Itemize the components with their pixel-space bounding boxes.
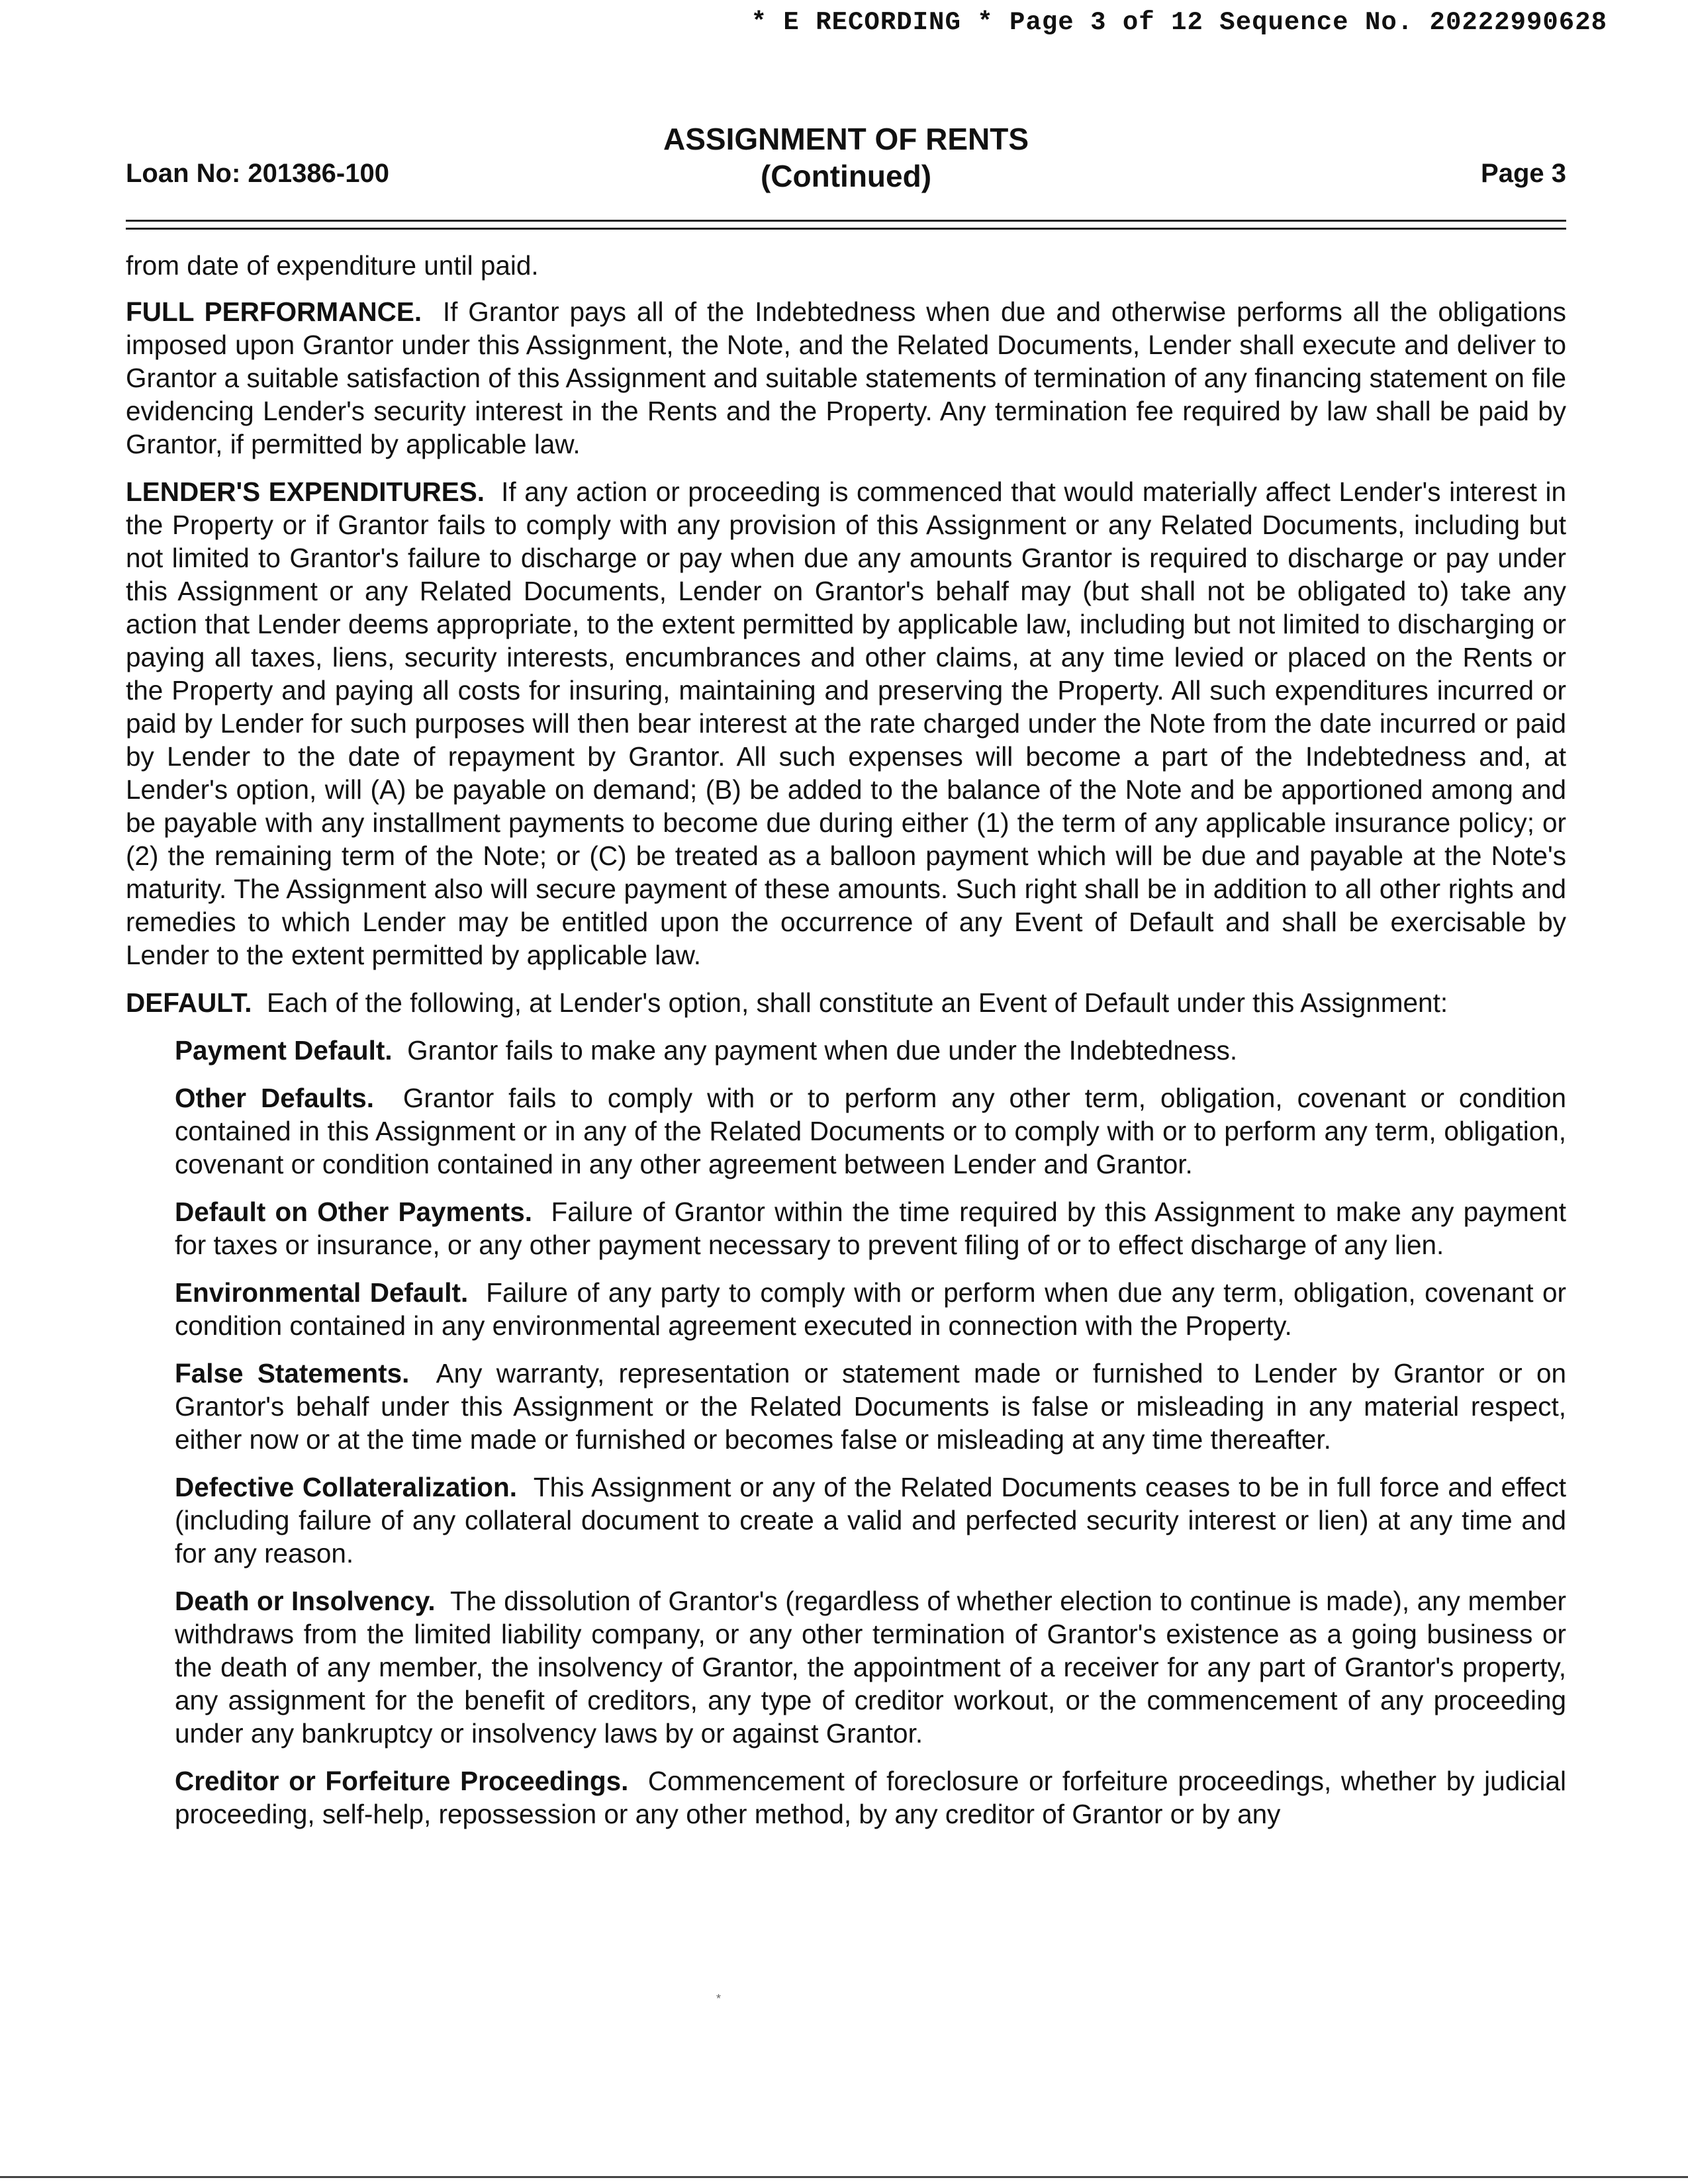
other-defaults-clause [175, 1081, 1566, 1181]
page-header [126, 118, 1566, 197]
bottom-rule [0, 2176, 1688, 2178]
section-text: Each of the following, at Lender's option, shall constitute an Event of Default under this Assignment: [267, 987, 1448, 1018]
section-heading: DEFAULT. [126, 987, 252, 1018]
environmental-default-clause [175, 1276, 1566, 1342]
section-text: If any action or proceeding is commenced that would materially affect Lender's interest in the Property or if Grantor fails to comply with any provision of this Assignment or any Related Documents, including but not limited to Grantor's failure to discharge or pay when due any amounts Grantor is required to discharge or pay under this Assignment or any Related Documents, Lender on Grantor's behalf may (but shall not be obligated to) take any action that Lender deems appropriate, to the extent permitted by applicable law, including but not limited to discharging or paying all taxes, liens, security interests, encumbrances and other claims, at any time levied or placed on the Rents or the Property and paying all costs for insuring, maintaining and preserving the Property. All such expenditures incurred or paid by Lender for such purposes will then bear interest at the rate charged under the Note from the date incurred or paid by Lender to the date of repayment by Grantor. All such expenses will become a part of the Indebtedness and, at Lender's option, will (A) be payable on demand; (B) be added to the balance of the Note and be apportioned among and be payable with any installment payments to become due during either (1) the term of any applicable insurance policy; or (2) the remaining term of the Note; or (C) be treated as a balloon payment which will be due and payable at the Note's maturity. The Assignment also will secure payment of these amounts. Such right shall be in addition to all other rights and remedies to which Lender may be entitled upon the occurrence of any Event of Default and shall be exercisable by Lender to the extent permitted by applicable law. [126, 477, 1566, 970]
clause-text: Failure of any party to comply with or perform when due any term, obligation, covenant or condition contained in any environmental agreement executed in connection with the Property. [175, 1277, 1566, 1341]
header-rule-top [126, 220, 1566, 222]
document-title [126, 120, 1566, 195]
creditor-forfeiture-clause [175, 1764, 1566, 1831]
header-rule-bottom [126, 228, 1566, 230]
payment-default-clause [175, 1034, 1566, 1067]
clause-text: Grantor fails to comply with or to perform any other term, obligation, covenant or condition contained in this Assignment or in any of the Related Documents or to comply with or to perform any term, obligation, covenant or condition contained in any other agreement between Lender and Grantor. [175, 1083, 1566, 1179]
death-or-insolvency-clause [175, 1584, 1566, 1750]
document-body [126, 249, 1566, 1845]
clause-heading: Creditor or Forfeiture Proceedings. [175, 1766, 629, 1796]
clause-heading: False Statements. [175, 1358, 410, 1388]
title-line: ASSIGNMENT OF RENTS [663, 122, 1029, 156]
clause-heading: Environmental Default. [175, 1277, 469, 1308]
false-statements-clause [175, 1357, 1566, 1456]
continuation-paragraph: from date of expenditure until paid. [126, 250, 539, 281]
clause-heading: Defective Collateralization. [175, 1472, 517, 1502]
loan-number: Loan No: 201386-100 [126, 159, 389, 188]
footer-mark: * [716, 1992, 722, 2005]
clause-text: Any warranty, representation or statement made or furnished to Lender by Grantor or on Grantor's behalf under this Assignment or the Related Documents is false or misleading in any material respect, either now or at the time made or furnished or becomes false or misleading at any time thereafter. [175, 1358, 1566, 1455]
clause-heading: Default on Other Payments. [175, 1197, 533, 1227]
clause-heading: Other Defaults. [175, 1083, 375, 1113]
section-heading: FULL PERFORMANCE. [126, 296, 422, 327]
section-text: If Grantor pays all of the Indebtedness when due and otherwise performs all the obligations imposed upon Grantor under this Assignment, the Note, and the Related Documents, Lender shall execute and deliver to Grantor a suitable satisfaction of this Assignment and suitable statements of termination of any financing statement on file evidencing Lender's security interest in the Rents and the Property. Any termination fee required by law shall be paid by Grantor, if permitted by applicable law. [126, 296, 1566, 459]
full-performance-section [126, 295, 1566, 461]
clause-heading: Payment Default. [175, 1035, 393, 1066]
default-other-payments-clause [175, 1195, 1566, 1261]
lenders-expenditures-section [126, 475, 1566, 972]
recording-stamp: * E RECORDING * Page 3 of 12 Sequence No. 20222990628 [751, 8, 1607, 37]
section-heading: LENDER'S EXPENDITURES. [126, 477, 485, 507]
clause-text: Commencement of foreclosure or forfeiture proceedings, whether by judicial proceeding, self-help, repossession or any other method, by any creditor of Grantor or by any [175, 1766, 1566, 1829]
page-number: Page 3 [1481, 159, 1566, 188]
defective-collateralization-clause [175, 1471, 1566, 1570]
clause-text: Grantor fails to make any payment when due under the Indebtedness. [407, 1035, 1238, 1066]
default-section [126, 986, 1566, 1019]
continued-label: (Continued) [760, 159, 932, 193]
clause-heading: Death or Insolvency. [175, 1586, 436, 1616]
clause-text: Failure of Grantor within the time required by this Assignment to make any payment for taxes or insurance, or any other payment necessary to prevent filing of or to effect discharge of any lien. [175, 1197, 1566, 1260]
clause-text: This Assignment or any of the Related Documents ceases to be in full force and effect (including failure of any collateral document to create a valid and perfected security interest or lien) at any time and for any reason. [175, 1472, 1566, 1569]
clause-text: The dissolution of Grantor's (regardless of whether election to continue is made), any member withdraws from the limited liability company, or any other termination of Grantor's existence as a going business or the death of any member, the insolvency of Grantor, the appointment of a receiver for any part of Grantor's property, any assignment for the benefit of creditors, any type of creditor workout, or the commencement of any proceeding under any bankruptcy or insolvency laws by or against Grantor. [175, 1586, 1566, 1749]
